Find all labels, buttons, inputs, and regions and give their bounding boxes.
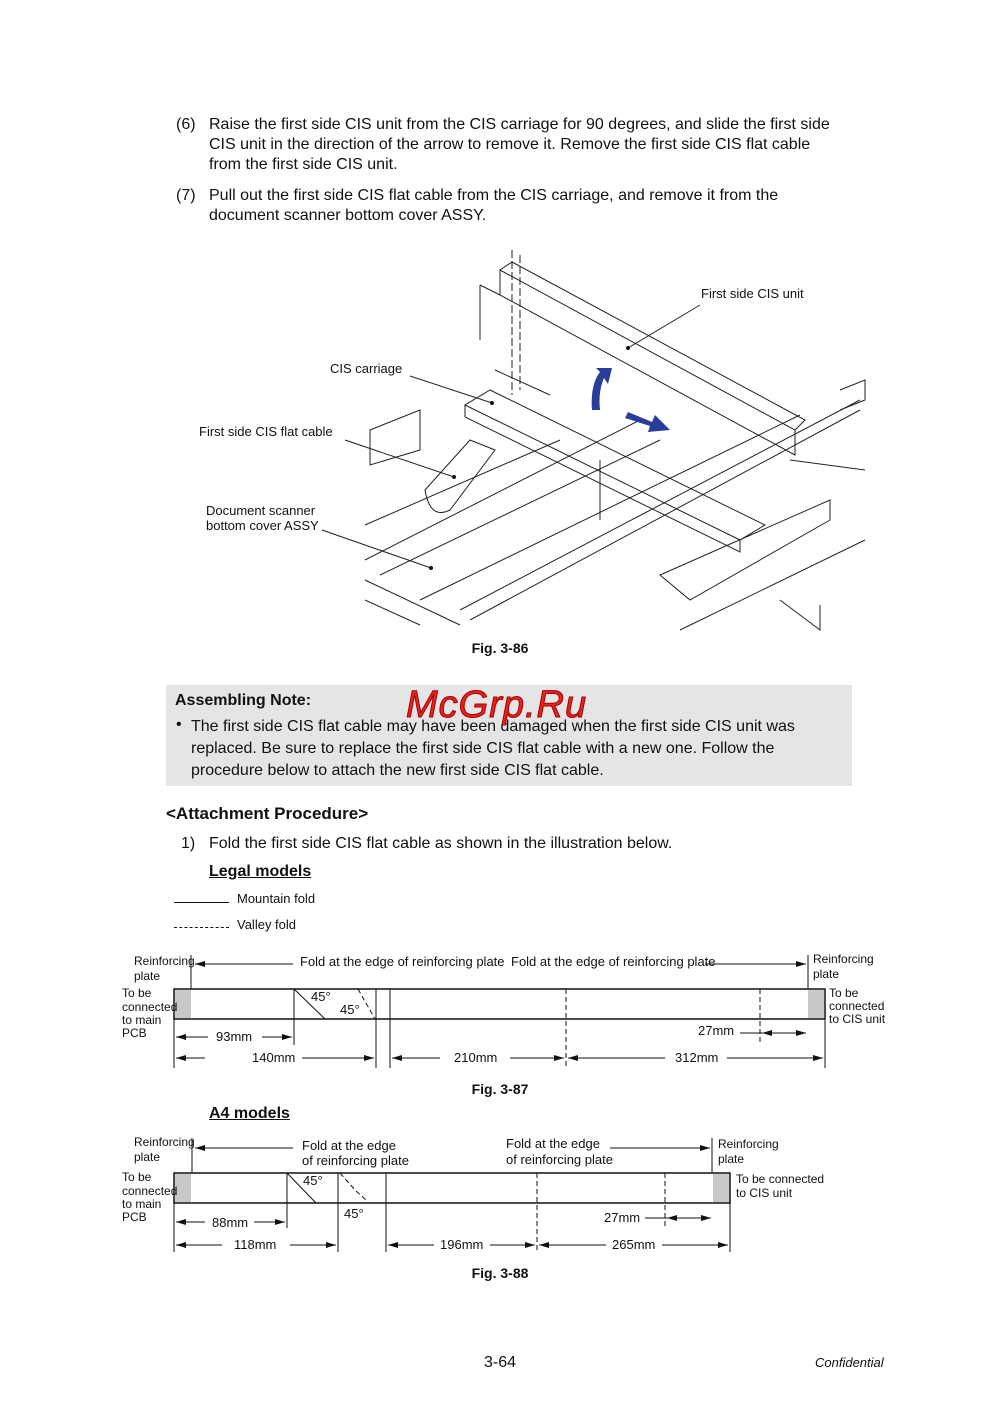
mountain-fold-line: [174, 902, 229, 903]
step-line: document scanner bottom cover ASSY.: [209, 207, 487, 224]
svg-text:To be: To be: [829, 986, 859, 1000]
svg-text:Fold at the edge: Fold at the edge: [302, 1138, 396, 1153]
slide-arrow-icon: [625, 412, 670, 432]
figure-caption: Fig. 3-88: [471, 1265, 529, 1281]
svg-text:to CIS unit: to CIS unit: [829, 1012, 886, 1026]
svg-text:to CIS unit: to CIS unit: [736, 1186, 793, 1200]
step-line: Pull out the first side CIS flat cable from the CIS carriage, and remove it from the: [209, 187, 779, 204]
svg-text:of reinforcing plate: of reinforcing plate: [302, 1153, 409, 1168]
svg-text:plate: plate: [134, 1150, 161, 1164]
valley-fold-line: [174, 927, 229, 928]
svg-text:to main: to main: [122, 1197, 162, 1211]
svg-text:plate: plate: [813, 967, 840, 981]
figure-caption: Fig. 3-86: [471, 640, 529, 656]
svg-text:140mm: 140mm: [252, 1050, 296, 1065]
watermark-logo: McGrp.Ru: [406, 684, 588, 726]
svg-text:to main: to main: [122, 1013, 162, 1027]
svg-text:45°: 45°: [344, 1206, 364, 1221]
svg-text:Fold at the edge of reinforcin: Fold at the edge of reinforcing plate: [511, 954, 716, 969]
procedure-heading: <Attachment Procedure>: [166, 804, 369, 823]
note-line: replaced. Be sure to replace the first side CIS flat cable with a new one. Follow the: [191, 740, 775, 757]
step-line: from the first side CIS unit.: [209, 156, 398, 173]
svg-text:265mm: 265mm: [612, 1237, 656, 1252]
svg-text:Reinforcing: Reinforcing: [718, 1137, 779, 1151]
svg-text:of reinforcing plate: of reinforcing plate: [506, 1152, 613, 1167]
step-line: CIS unit in the direction of the arrow to remove it. Remove the first side CIS flat cable: [209, 136, 811, 153]
svg-text:45°: 45°: [311, 989, 331, 1004]
step-7: (7) Pull out the first side CIS flat cable from the CIS carriage, and remove it from the document scanner bottom cover ASSY.: [0, 186, 1000, 226]
svg-text:To be: To be: [122, 986, 152, 1000]
svg-text:45°: 45°: [303, 1173, 323, 1188]
svg-text:118mm: 118mm: [234, 1237, 277, 1252]
svg-text:PCB: PCB: [122, 1026, 147, 1040]
svg-text:93mm: 93mm: [216, 1029, 253, 1044]
step-6: (6) Raise the first side CIS unit from the CIS carriage for 90 degrees, and slide the first side CIS unit in the direction of the arrow to remove it. Remove the first side CIS flat cable from the first side CIS unit.: [0, 115, 1000, 175]
step-line: Raise the first side CIS unit from the CIS carriage for 90 degrees, and slide the first side: [209, 116, 830, 133]
confidential-label: Confidential: [815, 1355, 884, 1370]
svg-text:88mm: 88mm: [212, 1215, 249, 1230]
a4-heading: A4 models: [209, 1105, 290, 1122]
svg-text:connected: connected: [122, 1184, 178, 1198]
svg-text:plate: plate: [134, 969, 161, 983]
assembling-note: Assembling Note: • The first side CIS flat cable may have been damaged when the first side CIS unit was replaced. Be sure to replace the first side CIS flat cable with a new one. Follow the procedure below to attach the new first side CIS flat cable.: [166, 685, 852, 786]
svg-text:Reinforcing: Reinforcing: [134, 954, 195, 968]
a4-fold-diagram: [0, 1125, 1000, 1265]
figure-caption: Fig. 3-87: [471, 1081, 529, 1097]
label-cis-unit: First side CIS unit: [701, 286, 804, 301]
svg-text:196mm: 196mm: [440, 1237, 484, 1252]
label-flat-cable: First side CIS flat cable: [199, 424, 333, 439]
cis-removal-illustration: [0, 0, 1000, 660]
svg-text:Fold at the edge: Fold at the edge: [506, 1136, 600, 1151]
legal-fold-diagram: [0, 940, 1000, 1080]
svg-text:312mm: 312mm: [675, 1050, 719, 1065]
raise-arrow-icon: [592, 368, 612, 410]
legal-heading: Legal models: [209, 863, 312, 880]
svg-text:Reinforcing: Reinforcing: [813, 952, 874, 966]
label-cis-carriage: CIS carriage: [330, 361, 403, 376]
label-cover: Document scanner: [206, 503, 316, 518]
svg-text:210mm: 210mm: [454, 1050, 498, 1065]
svg-text:PCB: PCB: [122, 1210, 147, 1224]
procedure-step: Fold the first side CIS flat cable as shown in the illustration below.: [209, 835, 673, 852]
svg-text:To be connected: To be connected: [736, 1172, 825, 1186]
svg-text:To be: To be: [122, 1170, 152, 1184]
svg-text:connected: connected: [829, 999, 885, 1013]
svg-text:Fold at the edge of reinforcin: Fold at the edge of reinforcing plate: [300, 954, 505, 969]
svg-text:Reinforcing: Reinforcing: [134, 1135, 195, 1149]
note-line: procedure below to attach the new first side CIS flat cable.: [191, 762, 604, 779]
note-line: The first side CIS flat cable may have been damaged when the first side CIS unit was: [191, 718, 795, 735]
svg-text:45°: 45°: [340, 1002, 360, 1017]
svg-text:27mm: 27mm: [604, 1210, 641, 1225]
svg-text:plate: plate: [718, 1152, 745, 1166]
label-cover: bottom cover ASSY: [206, 518, 319, 533]
note-title: Assembling Note:: [175, 692, 312, 709]
svg-text:27mm: 27mm: [698, 1023, 735, 1038]
svg-text:connected: connected: [122, 1000, 178, 1014]
page-number: 3-64: [483, 1354, 517, 1371]
